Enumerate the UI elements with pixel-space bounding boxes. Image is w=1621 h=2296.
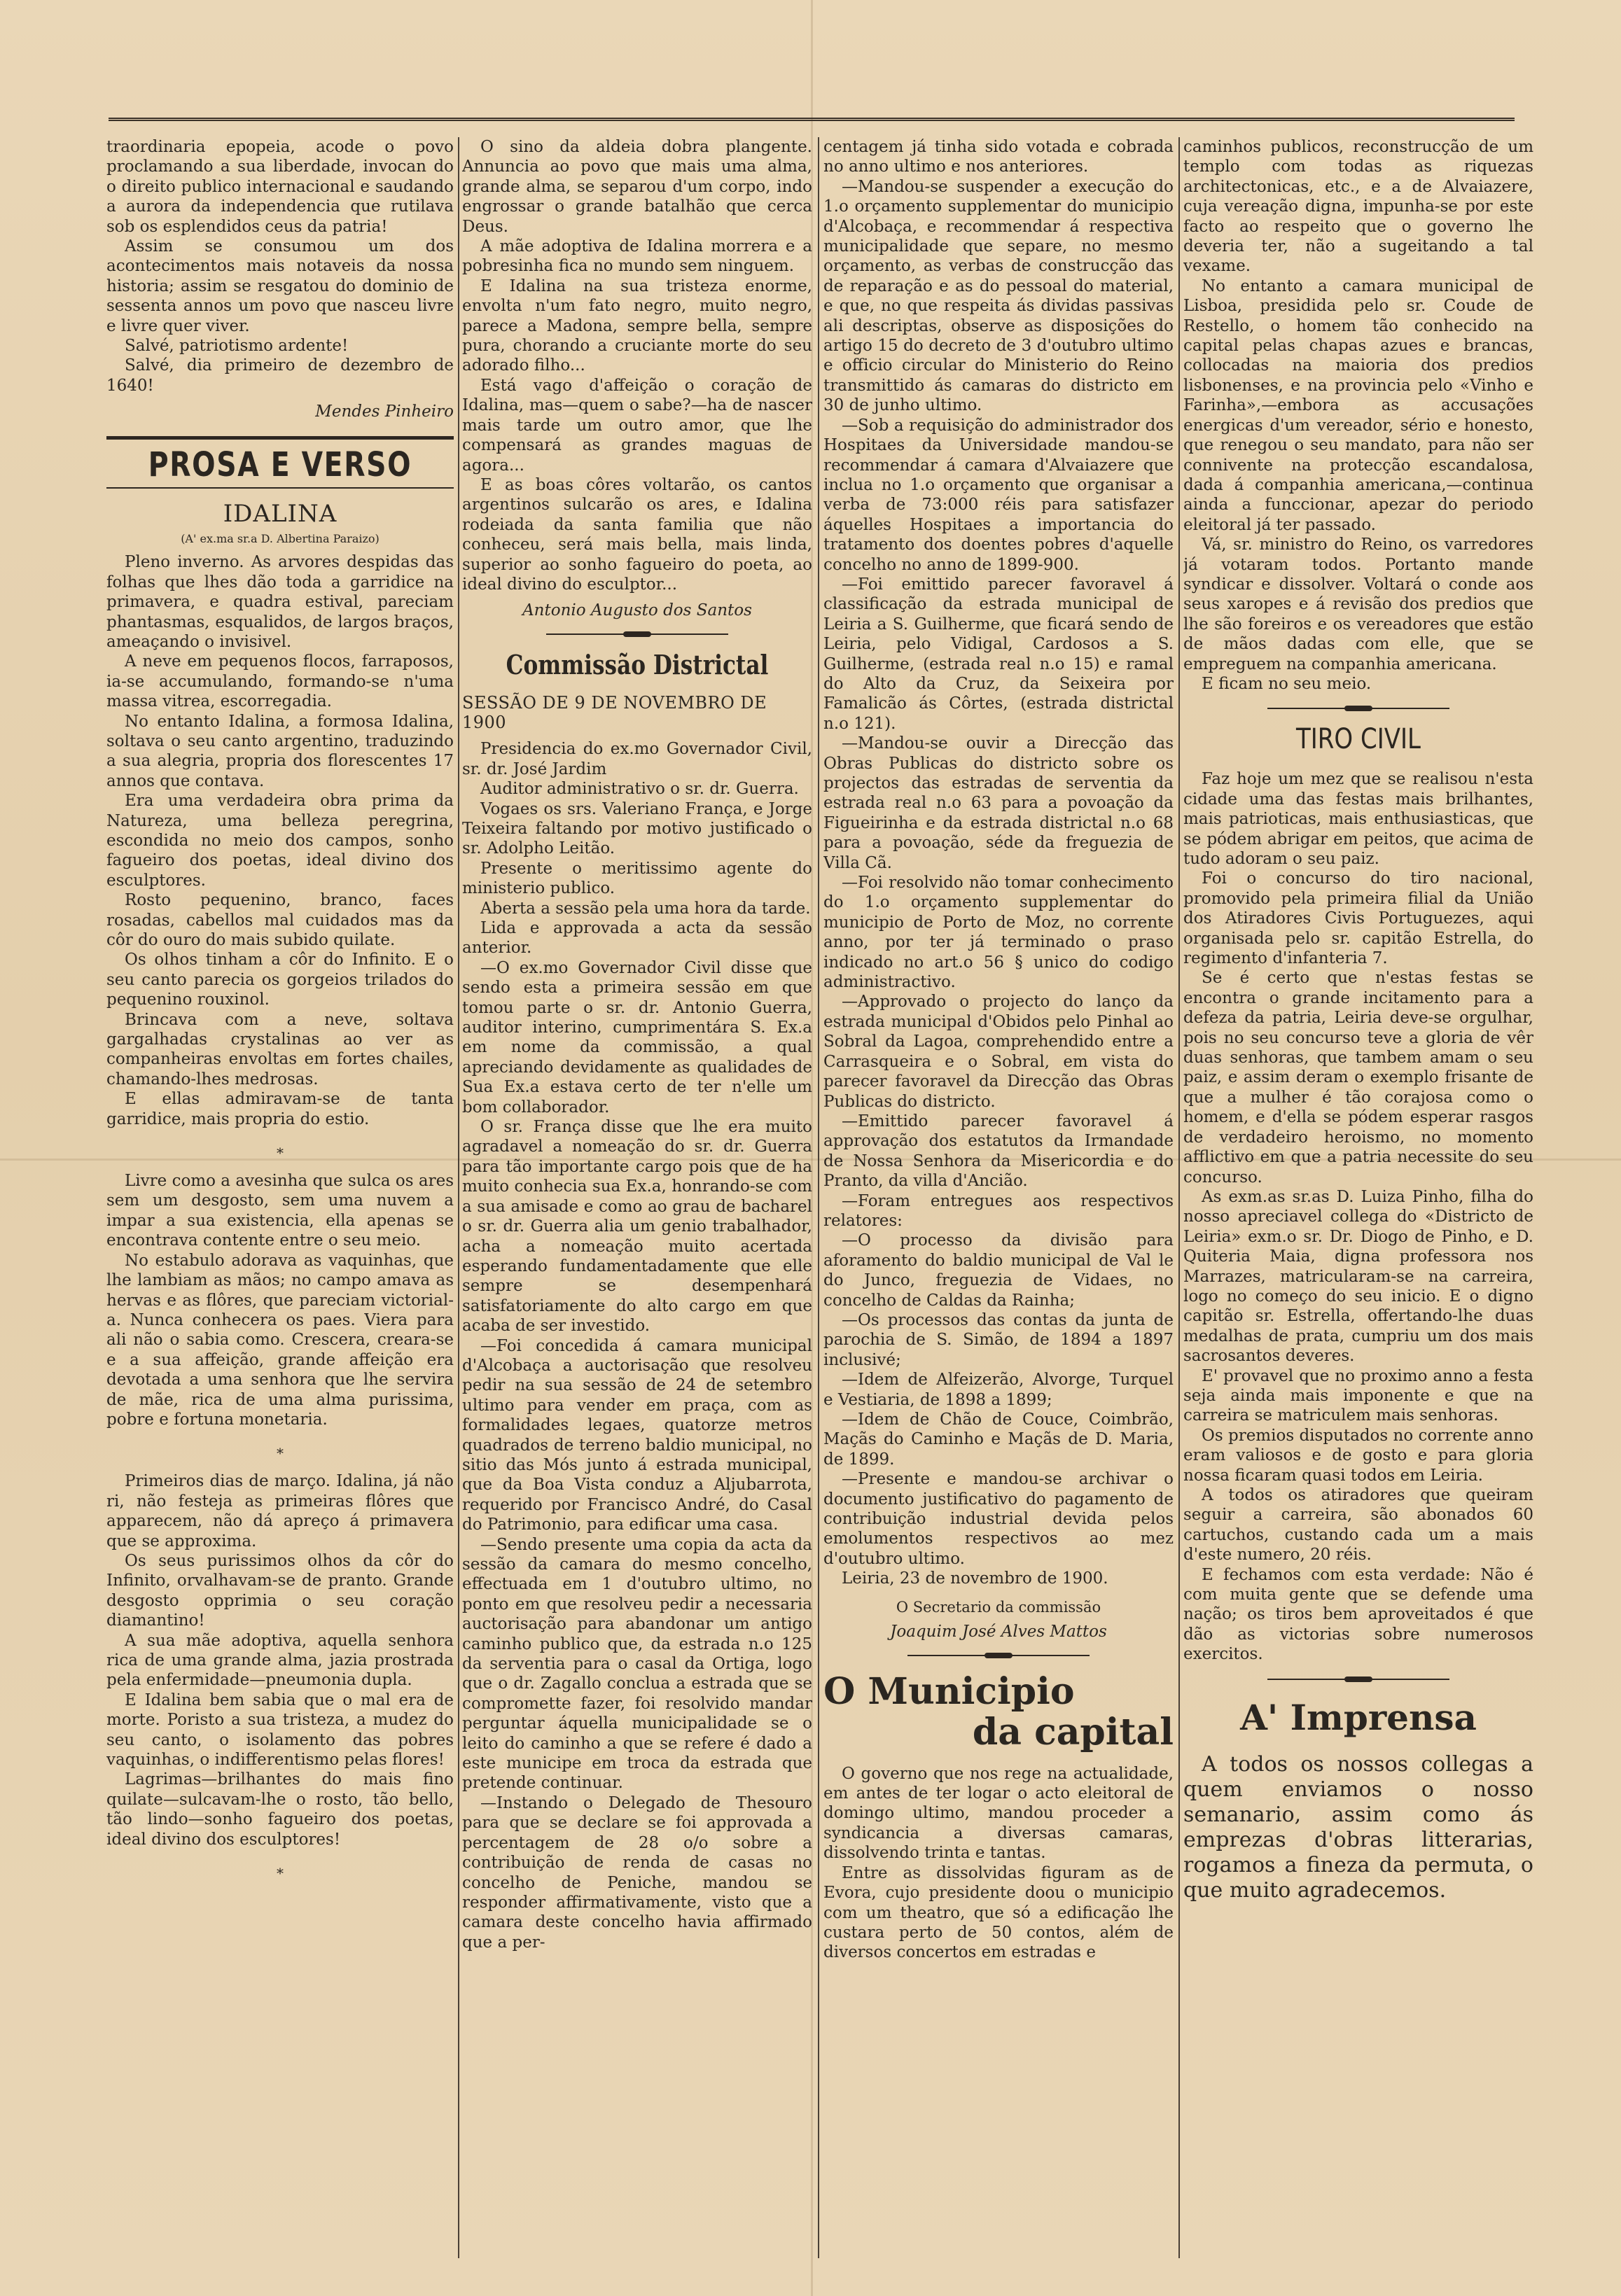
section-heading: PROSA E VERSO [148, 445, 412, 485]
article-paragraph: Vá, sr. ministro do Reino, os varredores já votaram todos. Portanto mande syndicar e dissolver. Voltará o conde aos seus xaropes e á revisão dos predios que lhe são foreiros e os vereadores que estão de mãos dadas com elle, que se empreguem na companhia americana. [1183, 536, 1533, 673]
article-paragraph: Presidencia do ex.mo Governador Civil, sr. dr. José Jardim [462, 740, 812, 778]
session-heading: SESSÃO DE 9 DE NOVEMBRO DE 1900 [462, 693, 767, 733]
article-paragraph: Auditor administrativo o sr. dr. Guerra. [480, 780, 799, 799]
secretary-line: O Secretario da commissão [896, 1598, 1101, 1616]
section-heading-line: da capital [972, 1710, 1174, 1754]
section-heading [823, 1672, 1174, 1753]
article-paragraph: E' provavel que no proximo anno a festa seja ainda mais imponente e que na carreira se matriculem mais senhoras. [1183, 1366, 1533, 1425]
article-paragraph: O sr. França disse que lhe era muito agradavel a nomeação do sr. dr. Guerra para tão importante cargo pois que de ha muito conhecia sua Ex.a, honrando-se com a sua amisade e como ao grau de bacharel o sr. dr. Guerra alia um genio trabalhador, acha a nomeação muito acertada esperando fundamentadamente que elle sempre se desempenhará satisfatoriamente do alto cargo em que acaba de ser investido. [462, 1118, 812, 1336]
author-signature: Antonio Augusto dos Santos [522, 601, 752, 620]
article-paragraph: Os olhos tinham a côr do Infinito. E o seu canto parecia os gorgeios trilados do pequenino rouxinol. [106, 951, 454, 1009]
article-paragraph: Foi o concurso do tiro nacional, promovido pela primeira filial da União dos Atiradores Civis Portuguezes, aqui organisada pelo sr. capitão Estrella, do regimento d'infanteria 7. [1183, 869, 1533, 968]
ornament-divider [907, 1652, 1090, 1659]
article-paragraph: Leiria, 23 de novembro de 1900. [842, 1569, 1108, 1588]
separator-star: * [277, 1144, 284, 1162]
article-paragraph: —Sendo presente uma copia da acta da sessão da camara do mesmo concelho, effectuada em 1 d'outubro ultimo, no ponto em que resolveu pedir a necessaria auctorisação para abandonar um antigo caminho publico que, da estrada n.o 125 da serventia para o casal da Ortiga, logo que o dr. Zagallo conclua a estrada que se compromette fazer, foi resolvido mandar perguntar áquella municipalidade se o leito do caminho a que se refere é dado a este municipe em troca da estrada que pretende continuar. [462, 1535, 812, 1793]
article-paragraph: No estabulo adorava as vaquinhas, que lhe lambiam as mãos; no campo amava as hervas e as flôres, que pareciam victorial-a. Nunca conhecera os paes. Viera para ali não o sabia como. Crescera, creara-se e a sua affeição, grande affeição era devotada a uma senhora que lhe servira de mãe, rica de uma alma purissima, pobre e fortuna monetaria. [106, 1251, 454, 1429]
article-title: IDALINA [223, 500, 338, 528]
ornament-divider [1267, 705, 1449, 712]
section-heading: TIRO CIVIL [1296, 723, 1421, 756]
article-paragraph: A todos os nossos collegas a quem enviamos o nosso semanario, assim como ás emprezas d'obras litterarias, rogamos a fineza da permuta, o que muito agradecemos. [1183, 1751, 1533, 1903]
article-paragraph: A todos os atiradores que queiram seguir a carreira, são abonados 60 cartuchos, custando cada um a mais d'este numero, 20 réis. [1183, 1486, 1533, 1564]
article-paragraph: Brincava com a neve, soltava gargalhadas crystalinas ao ver as companheiras envoltas em fortes chailes, chamando-lhes medrosas. [106, 1010, 454, 1088]
column-1 [106, 137, 454, 2258]
article-paragraph: No entanto a camara municipal de Lisboa, presidida pelo sr. Coude de Restello, o homem tão conhecido na capital pelas chapas azues e brancas, collocadas na maioria dos predios lisbonenses, e na provincia pelo «Vinho e Farinha»,—embora as accusações energicas d'um vereador, sério e honesto, que renegou o seu mandato, para não ser connivente na protecção escandalosa, dada á companhia americana,—continua ainda a funccionar, apezar do periodo eleitoral já ter passado. [1183, 276, 1533, 534]
article-paragraph: A mãe adoptiva de Idalina morrera e a pobresinha fica no mundo sem ninguem. [462, 237, 812, 276]
article-paragraph: Os seus purissimos olhos da côr do Infinito, orvalhavam-se de pranto. Grande desgosto opprimia o seu coração diamantino! [106, 1551, 454, 1630]
article-paragraph: Salvé, patriotismo ardente! [125, 337, 349, 356]
section-heading: A' Imprensa [1240, 1696, 1477, 1738]
article-paragraph: Aberta a sessão pela uma hora da tarde. [480, 899, 811, 918]
article-paragraph: —Idem de Chão de Couce, Coimbrão, Maçãs do Caminho e Maçãs de D. Maria, de 1899. [823, 1410, 1174, 1469]
separator-star: * [277, 1445, 284, 1462]
article-paragraph: A sua mãe adoptiva, aquella senhora rica de uma grande alma, jazia prostrada pela enfermidade—pneumonia dupla. [106, 1631, 454, 1690]
article-paragraph: —Foi resolvido não tomar conhecimento do 1.o orçamento supplementar do municipio de Porto de Moz, no corrente anno, por ter já terminado o praso indicado no art.o 56 § unico do codigo administractivo. [823, 874, 1174, 992]
article-paragraph: Entre as dissolvidas figuram as de Evora, cujo presidente doou o municipio com um theatro, que só a edificação lhe custara perto de 50 contos, além de diversos concertos em estradas e [823, 1863, 1174, 1962]
article-paragraph: Salvé, dia primeiro de dezembro de 1640! [106, 356, 454, 395]
article-paragraph: Pleno inverno. As arvores despidas das folhas que lhes dão toda a garridice na primavera, e quadra estival, pareciam phantasmas, esqualidos, de largos braços, ameaçando o invisivel. [106, 553, 454, 651]
article-paragraph: E fechamos com esta verdade: Não é com muita gente que se defende uma nação; os tiros bem aproveitados é que dão as victorias sobre numerosos exercitos. [1183, 1565, 1533, 1664]
article-paragraph: Lagrimas—brilhantes do mais fino quilate—sulcavam-lhe o rosto, tão bello, tão lindo—sonho fagueiro dos poetas, ideal divino dos esculptores! [106, 1770, 454, 1849]
article-paragraph: —Mandou-se suspender a execução do 1.o orçamento supplementar do municipio d'Alcobaça, e recommendar á respectiva municipalidade que separe, no mesmo orçamento, as verbas de construcção das de reparação e as do pessoal do material, e que, no que respeita ás dividas passivas ali descriptas, observe as disposições do artigo 15 do decreto de 3 d'outubro ultimo e officio circular do Ministerio do Reino transmittido ás camaras do districto em 30 de junho ultimo. [823, 177, 1174, 415]
article-paragraph: E Idalina bem sabia que o mal era de morte. Poristo a sua tristeza, a mudez do seu canto, o isolamento das pobres vaquinhas, o indifferentismo pelas flores! [106, 1690, 454, 1770]
article-paragraph: —Idem de Alfeizerão, Alvorge, Turquel e Vestiaria, de 1898 a 1899; [823, 1371, 1174, 1409]
author-signature: Joaquim José Alves Mattos [890, 1622, 1107, 1641]
article-paragraph: traordinaria epopeia, acode o povo proclamando a sua liberdade, invocan do o direito publico internacional e saudando a aurora da independencia que rutilava sob os esplendidos ceus da patria! [106, 138, 454, 236]
ornament-divider [1267, 1676, 1449, 1683]
article-paragraph: —Instando o Delegado de Thesouro para que se declare se foi approvada a percentagem de 28 o/o sobre a contribuição de renda de casas no concelho de Peniche, mandou se responder affirmativamente, visto que a camara deste concelho havia affirmado que a per- [462, 1793, 812, 1952]
column-rule [1178, 137, 1180, 2258]
article-paragraph: As exm.as sr.as D. Luiza Pinho, filha do nosso apreciavel collega do «Districto de Leiria» exm.o sr. Dr. Diogo de Pinho, e D. Quiteria Maia, digna professora nos Marrazes, matricularam-se na carreira, logo no começo do seu inicio. E o digno capitão sr. Estrella, offertando-lhe duas medalhas de prata, cumpriu um dos mais sacrosantos deveres. [1183, 1187, 1533, 1366]
article-paragraph: E ellas admiravam-se de tanta garridice, mais propria do estio. [106, 1090, 454, 1128]
article-paragraph: Era uma verdadeira obra prima da Natureza, uma belleza peregrina, escondida no meio dos campos, sonho fagueiro dos poetas, ideal divino dos esculptores. [106, 792, 454, 890]
article-paragraph: O sino da aldeia dobra plangente. Annuncia ao povo que mais uma alma, grande alma, se separou d'um corpo, indo engrossar o grande batalhão que cerca Deus. [462, 138, 812, 236]
section-heading: Commissão Districtal [506, 649, 769, 681]
article-paragraph: Está vago d'affeição o coração de Idalina, mas—quem o sabe?—ha de nascer mais tarde um outro amor, que lhe compensará as grandes maguas de agora... [462, 376, 812, 475]
article-paragraph: caminhos publicos, reconstrucção de um templo com todas as riquezas architectonicas, etc., e a de Alvaiazere, cuja vereação digna, impunha-se por este facto ao respeito que o governo lhe deveria ter, não a sugeitando a tal vexame. [1183, 138, 1533, 276]
article-paragraph: —Presente e mandou-se archivar o documento justificativo do pagamento de contribuição industrial devida pelos emolumentos respectivos ao mez d'outubro ultimo. [823, 1470, 1174, 1568]
article-paragraph: Assim se consumou um dos acontecimentos mais notaveis da nossa historia; assim se resgatou do dominio de sessenta annos um povo que nasceu livre e livre quer viver. [106, 237, 454, 335]
top-rule [109, 118, 1515, 121]
article-paragraph: Vogaes os srs. Valeriano França, e Jorge Teixeira faltando por motivo justificado o sr. Adolpho Leitão. [462, 799, 812, 858]
article-paragraph: Primeiros dias de março. Idalina, já não ri, não festeja as primeiras flôres que apparecem, não dá apreço á primavera que se approxima. [106, 1472, 454, 1550]
article-paragraph: —Sob a requisição do administrador dos Hospitaes da Universidade mandou-se recommendar á camara d'Alvaiazere que inclua no 1.o orçamento que organisar a verba de 73:000 réis para satisfazer áquelles Hospitaes a importancia do tratamento dos doentes pobres d'aquelle concelho no anno de 1899-900. [823, 416, 1174, 574]
section-rule [106, 487, 454, 489]
article-paragraph: Presente o meritissimo agente do ministerio publico. [462, 859, 812, 898]
article-paragraph: —Foram entregues aos respectivos relatores: [823, 1191, 1174, 1230]
section-rule [106, 436, 454, 440]
article-paragraph: E Idalina na sua tristeza enorme, envolta n'um fato negro, muito negro, parece a Madona, sempre bella, sempre pura, chorando a cruciante morte do seu adorado filho... [462, 276, 812, 375]
ornament-divider [546, 631, 728, 638]
column-rule [818, 137, 819, 2258]
article-paragraph: —Approvado o projecto do lanço da estrada municipal d'Obidos pelo Pinhal ao Sobral da Lagoa, comprehendido entre a Carrasqueira e o Sobral, em vista do parecer favoravel da Direcção das Obras Publicas do districto. [823, 993, 1174, 1111]
article-paragraph: A neve em pequenos flocos, farraposos, ia-se accumulando, formando-se n'uma massa vitrea, escorregadia. [106, 652, 454, 711]
article-paragraph: Se é certo que n'estas festas se encontra o grande incitamento para a defeza da patria, Leiria deve-se orgulhar, pois no seu concurso teve a gloria de vêr duas senhoras, que tambem amam o seu paiz, e assim deram o exemplo frisante de que a mulher é tão corajosa como o homem, e d'ella se pódem esperar rasgos de verdadeiro heroismo, no momento afflictivo em que a patria necessite do seu concurso. [1183, 969, 1533, 1186]
article-paragraph: O governo que nos rege na actualidade, em antes de ter logar o acto eleitoral de domingo ultimo, mandou proceder a syndicancia a diversas camaras, dissolvendo trinta e tantas. [823, 1764, 1174, 1863]
article-paragraph: E as boas côres voltarão, os cantos argentinos sulcarão os ares, e Idalina rodeiada da santa familia que não conheceu, será mais bella, mais linda, superior ao sonho fagueiro do poeta, ao ideal divino do esculptor... [462, 475, 812, 594]
section-heading-line: O Municipio [823, 1670, 1075, 1713]
article-paragraph: Lida e approvada a acta da sessão anterior. [462, 919, 812, 958]
article-paragraph: —Mandou-se ouvir a Direcção das Obras Publicas do districto sobre os projectos das estradas de serventia da estrada real n.o 63 para a povoação da Figueirinha e da estrada districtal n.o 68 para a povoação, séde da freguezia de Villa Cã. [823, 734, 1174, 872]
article-paragraph: Livre como a avesinha que sulca os ares sem um desgosto, sem uma nuvem a impar a sua existencia, ella apenas se encontrava contente entre o seu meio. [106, 1172, 454, 1250]
column-2 [462, 137, 812, 2258]
author-signature: Mendes Pinheiro [315, 402, 454, 421]
article-paragraph: —O ex.mo Governador Civil disse que sendo esta a primeira sessão em que tomou parte o sr. dr. Antonio Guerra, auditor interino, cumprimentára S. Ex.a em nome da commissão, a qual apreciando devidamente as qualidades de Sua Ex.a estava certo de ter n'elle um bom collaborador. [462, 958, 812, 1116]
article-paragraph: —Foi concedida á camara municipal d'Alcobaça a auctorisação que resolveu pedir na sua sessão de 24 de setembro ultimo para vender em praça, com as formalidades legaes, quatorze metros quadrados de terreno baldio municipal, no sitio das Mós junto á estrada municipal, que da Boa Vista conduz a Aljubarrota, requerido por Francisco André, do Casal do Patrimonio, para edificar uma casa. [462, 1336, 812, 1534]
article-paragraph: —O processo da divisão para aforamento do baldio municipal de Val le do Junco, freguezia de Vidaes, no concelho de Caldas da Rainha; [823, 1231, 1174, 1310]
article-paragraph: E ficam no seu meio. [1202, 674, 1372, 693]
article-paragraph: Faz hoje um mez que se realisou n'esta cidade uma das festas mais brilhantes, mais patrioticas, mais enthusiasticas, que se pódem abrigar em peitos, que acima de tudo adoram o seu paiz. [1183, 770, 1533, 868]
article-paragraph: —Foi emittido parecer favoravel á classificação da estrada municipal de Leiria a S. Guilherme, que ficará sendo de Leiria, pelo Vidigal, Cardosos a S. Guilherme, (estrada real n.o 15) e ramal do Alto da Cruz, da Seixeira por Famalicão ás Côrtes, (estrada districtal n.o 121). [823, 575, 1174, 733]
column-3 [823, 137, 1174, 2258]
column-rule [458, 137, 459, 2258]
column-4 [1183, 137, 1533, 2258]
article-paragraph: Os premios disputados no corrente anno eram valiosos e de gosto e para gloria nossa ficaram quasi todos em Leiria. [1183, 1426, 1533, 1485]
article-paragraph: —Emittido parecer favoravel á approvação dos estatutos da Irmandade de Nossa Senhora da Misericordia e do Pranto, da villa d'Ancião. [823, 1112, 1174, 1191]
article-paragraph: No entanto Idalina, a formosa Idalina, soltava o seu canto argentino, traduzindo a sua alegria, propria dos florescentes 17 annos que contava. [106, 712, 454, 790]
article-paragraph: centagem já tinha sido votada e cobrada no anno ultimo e nos anteriores. [823, 138, 1174, 176]
separator-star: * [277, 1865, 284, 1882]
dedication: (A' ex.ma sr.a D. Albertina Paraizo) [181, 532, 380, 546]
article-paragraph: Rosto pequenino, branco, faces rosadas, cabellos mal cuidados mas da côr do ouro do mais subido quilate. [106, 891, 454, 949]
article-paragraph: —Os processos das contas da junta de parochia de S. Simão, de 1894 a 1897 inclusivé; [823, 1310, 1174, 1369]
